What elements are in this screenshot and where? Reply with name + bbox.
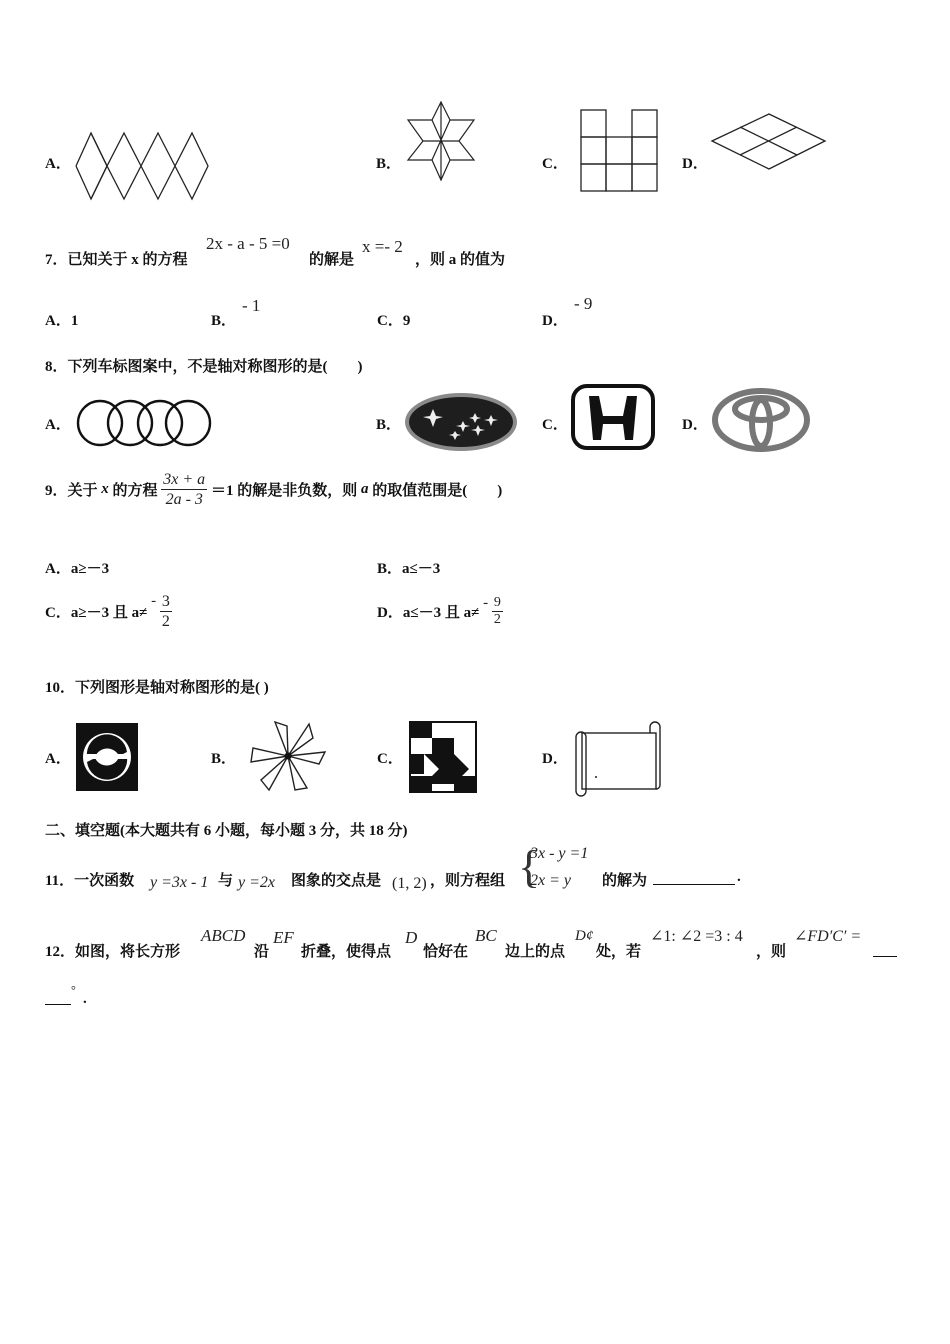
q10-option-c-label: C． bbox=[377, 751, 403, 767]
q11-mid2: ，则方程组 bbox=[430, 873, 506, 889]
q9-option-d-num: 9 bbox=[493, 595, 501, 611]
q10-option-a-label: A． bbox=[45, 751, 71, 767]
q10-stem: 10．下列图形是轴对称图形的是( ) bbox=[45, 680, 269, 696]
q12-line-name: EF bbox=[273, 928, 294, 947]
q6-figure-b-six-point-star bbox=[404, 100, 478, 182]
q9-stem-suffix: 的取值范围是( ) bbox=[372, 483, 503, 499]
toyota-logo-icon bbox=[710, 387, 812, 453]
q10-option-b-label: B． bbox=[211, 751, 237, 767]
q11-suffix: 的解为 bbox=[602, 873, 648, 889]
q9-stem-prefix: 9．关于 bbox=[45, 483, 98, 499]
q7-option-b-value: - 1 bbox=[242, 296, 261, 315]
q9-option-c-num: 3 bbox=[161, 593, 170, 610]
q12-text-1: 沿 bbox=[254, 944, 270, 960]
q8-option-d-label: D． bbox=[682, 417, 708, 433]
q7-option-c-label: C． bbox=[377, 313, 403, 329]
q12-point-d-prime: D¢ bbox=[575, 928, 594, 944]
subaru-logo-icon bbox=[403, 391, 521, 453]
audi-logo-icon bbox=[75, 398, 215, 448]
q11-function-2: y =2x bbox=[238, 874, 275, 891]
q10-figure-c-block-arrow-icon bbox=[409, 721, 477, 793]
honda-logo-icon bbox=[571, 384, 655, 450]
q12-point-d: D bbox=[405, 928, 418, 947]
q9-var-x: x bbox=[101, 481, 109, 497]
q10-figure-d-scroll-icon bbox=[572, 723, 662, 797]
q8-stem: 8．下列车标图案中，不是轴对称图形的是( ) bbox=[45, 359, 363, 375]
q6-option-c-label: C． bbox=[542, 156, 568, 172]
q10-figure-a-swirl-icon bbox=[75, 722, 139, 792]
q12-answer-blank-part1[interactable] bbox=[873, 938, 897, 957]
q7-option-a-label: A． bbox=[45, 313, 71, 329]
q6-option-a-label: A． bbox=[45, 156, 71, 172]
q7-option-d-value: - 9 bbox=[574, 294, 593, 313]
q9-stem-mid: 的方程 bbox=[112, 483, 158, 499]
q11-point: (1, 2) bbox=[392, 875, 427, 892]
q8-option-b-label: B． bbox=[376, 417, 402, 433]
q12-text-5: 处，若 bbox=[596, 944, 642, 960]
q12-ask: ∠FD′C′ = bbox=[794, 928, 862, 945]
q11-system-brace: { bbox=[518, 841, 541, 892]
q12-text-3: 恰好在 bbox=[423, 944, 469, 960]
q9-option-c bbox=[45, 592, 172, 631]
q9-option-d-fraction bbox=[492, 595, 503, 628]
q10-figure-b-pinwheel-icon bbox=[249, 718, 327, 794]
q12-side-bc: BC bbox=[475, 926, 497, 945]
q12-text-4: 边上的点 bbox=[505, 944, 566, 960]
q7-option-d-label: D． bbox=[542, 313, 568, 329]
q9-option-c-text: a≥－3 且 a≠ bbox=[70, 605, 148, 621]
q9-option-a-text: a≥－3 bbox=[70, 561, 110, 577]
q9-option-d bbox=[377, 595, 503, 628]
q11-answer-blank[interactable] bbox=[653, 866, 735, 885]
q6-option-b-label: B． bbox=[376, 156, 402, 172]
q9-option-c-den: 2 bbox=[161, 613, 170, 630]
q7-option-a-value: 1 bbox=[70, 313, 79, 329]
q11-system-eq2: 2x = y bbox=[530, 872, 571, 889]
q9-fraction bbox=[161, 470, 207, 509]
q9-option-c-label: C． bbox=[45, 605, 71, 621]
q9-option-d-text: a≤－3 且 a≠ bbox=[402, 605, 480, 622]
q9-var-a: a bbox=[360, 481, 369, 497]
q9-option-c-sign: - bbox=[151, 592, 157, 609]
q7-solution: x =- 2 bbox=[362, 237, 403, 256]
q12-ratio: ∠1: ∠2 =3 : 4 bbox=[650, 928, 743, 945]
q9-stem bbox=[45, 470, 502, 509]
q12-rect-name: ABCD bbox=[201, 926, 246, 945]
q7-stem-suffix: ，则 a 的值为 bbox=[415, 252, 506, 268]
q9-option-d-label: D． bbox=[377, 605, 403, 622]
q11-mid: 图象的交点是 bbox=[291, 873, 382, 889]
q7-stem-mid: 的解是 bbox=[309, 252, 355, 268]
q8-option-c-label: C． bbox=[542, 417, 568, 433]
q8-option-a-label: A． bbox=[45, 417, 71, 433]
q11-system-eq1: 3x - y =1 bbox=[530, 845, 589, 862]
q9-option-a bbox=[45, 557, 109, 578]
q12-degree: ° bbox=[71, 983, 76, 997]
q9-frac-den: 2a - 3 bbox=[165, 491, 203, 508]
q11-end: . bbox=[737, 869, 741, 885]
q6-figure-c-squares bbox=[580, 109, 660, 193]
q12-answer-blank-part2[interactable] bbox=[45, 986, 71, 1005]
q7-option-c bbox=[377, 309, 410, 330]
q7-stem bbox=[45, 248, 188, 269]
q12-prefix: 12．如图，将长方形 bbox=[45, 944, 181, 960]
q12-end: . bbox=[83, 991, 87, 1007]
q9-option-a-label: A． bbox=[45, 561, 71, 577]
q12-text-6: ，则 bbox=[756, 944, 787, 960]
q12-text-2: 折叠，使得点 bbox=[301, 944, 392, 960]
q7-option-a bbox=[45, 309, 78, 330]
q9-option-b-label: B． bbox=[377, 561, 403, 577]
q9-option-b-text: a≤－3 bbox=[402, 561, 441, 577]
q7-option-b-label: B． bbox=[211, 313, 237, 329]
q10-option-d-label: D． bbox=[542, 751, 568, 767]
q9-stem-eq: ＝1 的解是非负数，则 bbox=[210, 483, 358, 499]
section2-heading: 二、填空题(本大题共有 6 小题，每小题 3 分，共 18 分) bbox=[45, 823, 408, 839]
q9-frac-num: 3x + a bbox=[163, 471, 206, 488]
q9-option-d-den: 2 bbox=[493, 612, 501, 628]
q7-stem-prefix: 7．已知关于 x 的方程 bbox=[45, 252, 188, 268]
q11-function-1: y =3x - 1 bbox=[150, 874, 209, 891]
q6-figure-d-rhombus-grid bbox=[710, 112, 828, 172]
q6-figure-a-zigzag-diamonds bbox=[74, 131, 214, 201]
q7-equation: 2x - a - 5 =0 bbox=[206, 234, 290, 253]
q6-option-d-label: D． bbox=[682, 156, 708, 172]
q11-prefix: 11．一次函数 bbox=[45, 873, 135, 889]
q11-and: 与 bbox=[218, 873, 234, 889]
q7-option-c-value: 9 bbox=[402, 313, 411, 329]
q9-option-c-fraction bbox=[160, 592, 172, 631]
q9-option-b bbox=[377, 557, 440, 578]
q9-option-d-sign: - bbox=[483, 595, 489, 611]
